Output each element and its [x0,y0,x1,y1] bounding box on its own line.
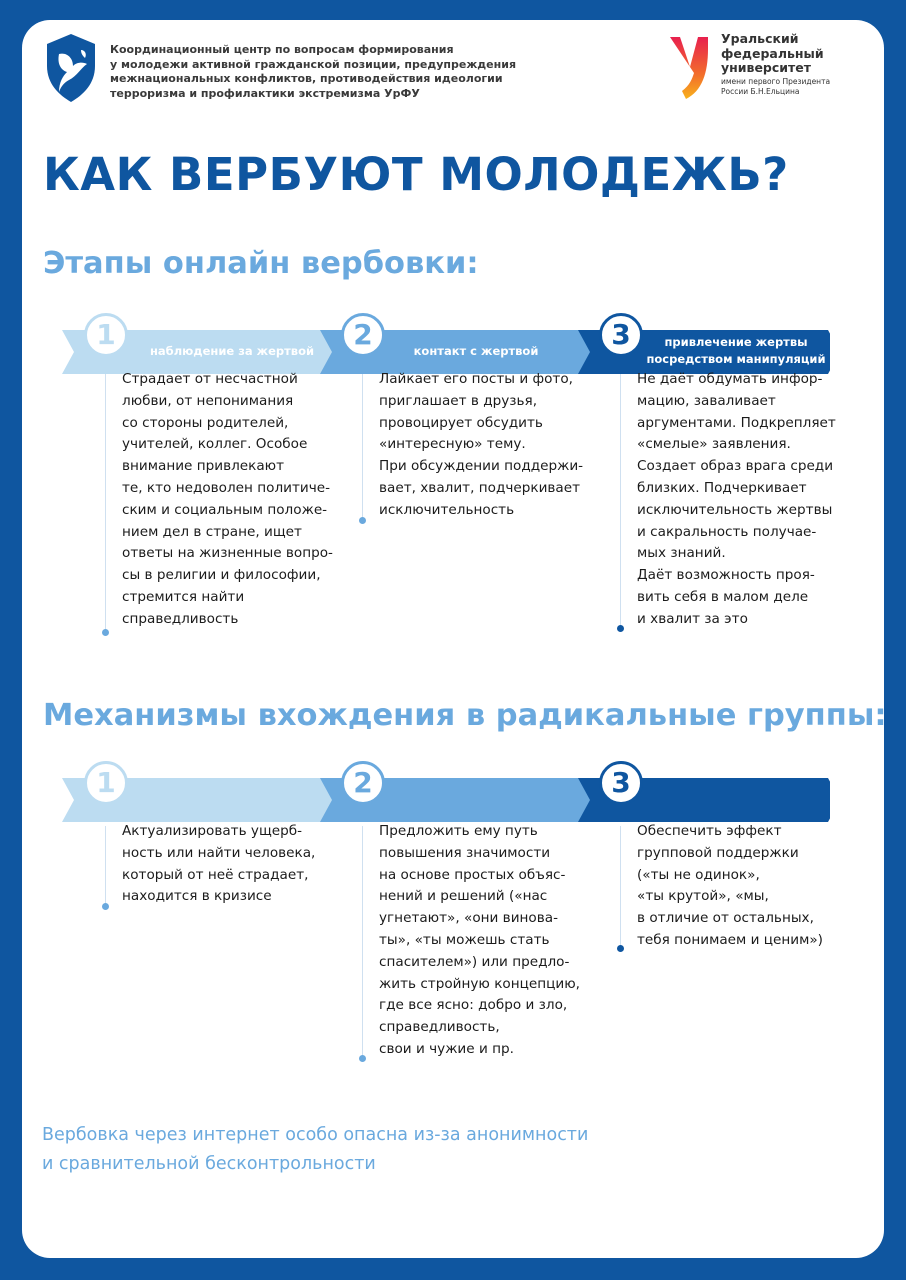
mech-step-3-number: 3 [599,761,643,805]
text-line: провоцирует обсудить [379,414,543,431]
urfu-name-line: федеральный [721,45,824,61]
urfu-logo-icon [668,33,714,103]
online-step-3-text [621,369,836,631]
text-line: групповой поддержки [637,844,799,861]
header-line: межнациональных конфликтов, противодействия идеологии [110,72,503,85]
text-line: жить стройную концепцию, [379,975,580,992]
step-3-label-line: привлечение жертвы [664,335,808,349]
text-line: близких. Подчеркивает [637,479,807,496]
mech-step-3-column [620,823,823,948]
text-line: находится в кризисе [122,888,272,905]
text-line: который от неё страдает, [122,866,309,883]
urfu-sub-line: России Б.Н.Ельцина [721,86,800,96]
text-line: нием дел в стране, ищет [122,523,302,540]
text-line: Не даёт обдумать инфор- [637,371,823,387]
text-line: «ты крутой», «мы, [637,888,769,905]
bullet-dot [617,945,624,952]
text-line: внимание привлекают [122,458,285,475]
text-line: ты», «ты можешь стать [379,931,550,948]
step-2-label: контакт с жертвой [413,344,539,358]
text-line: стремится найти [122,588,245,605]
mech-step-1-number: 1 [84,761,128,805]
text-line: приглашает в друзья, [379,392,538,409]
text-line: мых знаний. [637,545,726,562]
mech-step-1-column [105,823,316,906]
text-line: те, кто недоволен политиче- [122,479,331,496]
text-line: ность или найти человека, [122,844,316,861]
step-3-label-line: посредством манипуляций [646,352,826,366]
text-line: сы в религии и философии, [122,567,321,584]
step-3-number: 3 [599,313,643,357]
header-line: Координационный центр по вопросам формирования [110,43,454,56]
urfu-name-line: Уральский [721,31,799,46]
header-line: терроризма и профилактики экстремизма УрФУ [110,86,420,100]
bullet-dot [359,517,366,524]
online-step-3-column [620,371,836,628]
text-line: вить себя в малом деле [637,588,809,605]
text-line: мацию, заваливает [637,392,776,409]
text-line: Лайкает его посты и фото, [379,371,573,387]
text-line: любви, от непонимания [122,392,294,409]
text-line: Обеспечить эффект [637,823,782,839]
text-line: При обсуждении поддержи- [379,458,584,475]
mechanisms-section-heading: Механизмы вхождения в радикальные группы: [43,698,887,733]
text-line: Страдает от несчастной [122,371,298,387]
urfu-sub-line: имени первого Президента [721,76,831,86]
text-line: в отличие от остальных, [637,910,814,927]
text-line: повышения значимости [379,844,551,861]
urfu-name-line: университет [721,60,812,75]
mech-step-2-text [363,821,580,1061]
footer-warning [42,1121,588,1179]
page-title: КАК ВЕРБУЮТ МОЛОДЕЖЬ? [43,148,789,201]
text-line: спасителем») или предло- [379,953,570,970]
dove-shield-logo [43,32,99,104]
online-step-2-text [363,369,583,522]
step-1-label: наблюдение за жертвой [149,344,315,358]
bullet-dot [617,625,624,632]
footer-line: Вербовка через интернет особо опасна из-за анонимности [42,1125,589,1145]
online-step-2-column [362,371,584,520]
text-line: учителей, коллег. Особое [122,436,308,453]
mech-step-2-number: 2 [341,761,385,805]
text-line: ским и социальным положе- [122,501,328,518]
text-line: ответы на жизненные вопро- [122,545,333,562]
footer-line: и сравнительной бесконтрольности [42,1154,376,1174]
text-line: «интересную» тему. [379,436,526,453]
text-line: вает, хвалит, подчеркивает [379,479,581,496]
online-step-1-column [105,371,333,632]
text-line: со стороны родителей, [122,414,289,431]
coordination-center-name [110,43,517,101]
text-line: нений и решений («нас [379,888,548,905]
header-line: у молодежи активной гражданской позиции, предупреждения [110,57,517,71]
step-1-number: 1 [84,313,128,357]
text-line: тебя понимаем и ценим») [637,931,823,948]
text-line: и хвалит за это [637,610,748,627]
text-line: исключительность [379,501,515,518]
text-line: аргументами. Подкрепляет [637,414,836,431]
bullet-dot [102,629,109,636]
bullet-dot [359,1055,366,1062]
text-line: Актуализировать ущерб- [122,823,303,839]
text-line: Даёт возможность проя- [637,567,815,584]
text-line: исключительность жертвы [637,501,833,518]
urfu-name [721,32,830,96]
mech-step-1-text [106,821,315,908]
step-2-number: 2 [341,313,385,357]
online-step-1-text [106,369,333,631]
text-line: «смелые» заявления. [637,436,791,453]
bullet-dot [102,903,109,910]
step-3-label [636,334,836,368]
text-line: свои и чужие и пр. [379,1040,514,1057]
online-section-heading: Этапы онлайн вербовки: [43,246,479,281]
text-line: справедливость, [379,1019,500,1036]
text-line: где все ясно: добро и зло, [379,997,568,1014]
mech-step-3-text [621,821,823,952]
mech-step-2-column [362,823,580,1058]
text-line: («ты не одинок», [637,866,760,883]
text-line: и сакральность получае- [637,523,817,540]
text-line: справедливость [122,610,239,627]
text-line: Предложить ему путь [379,823,538,839]
text-line: на основе простых объяс- [379,866,566,883]
text-line: Создает образ врага среди [637,458,834,475]
text-line: угнетают», «они винова- [379,910,558,927]
poster-card [22,20,884,1258]
